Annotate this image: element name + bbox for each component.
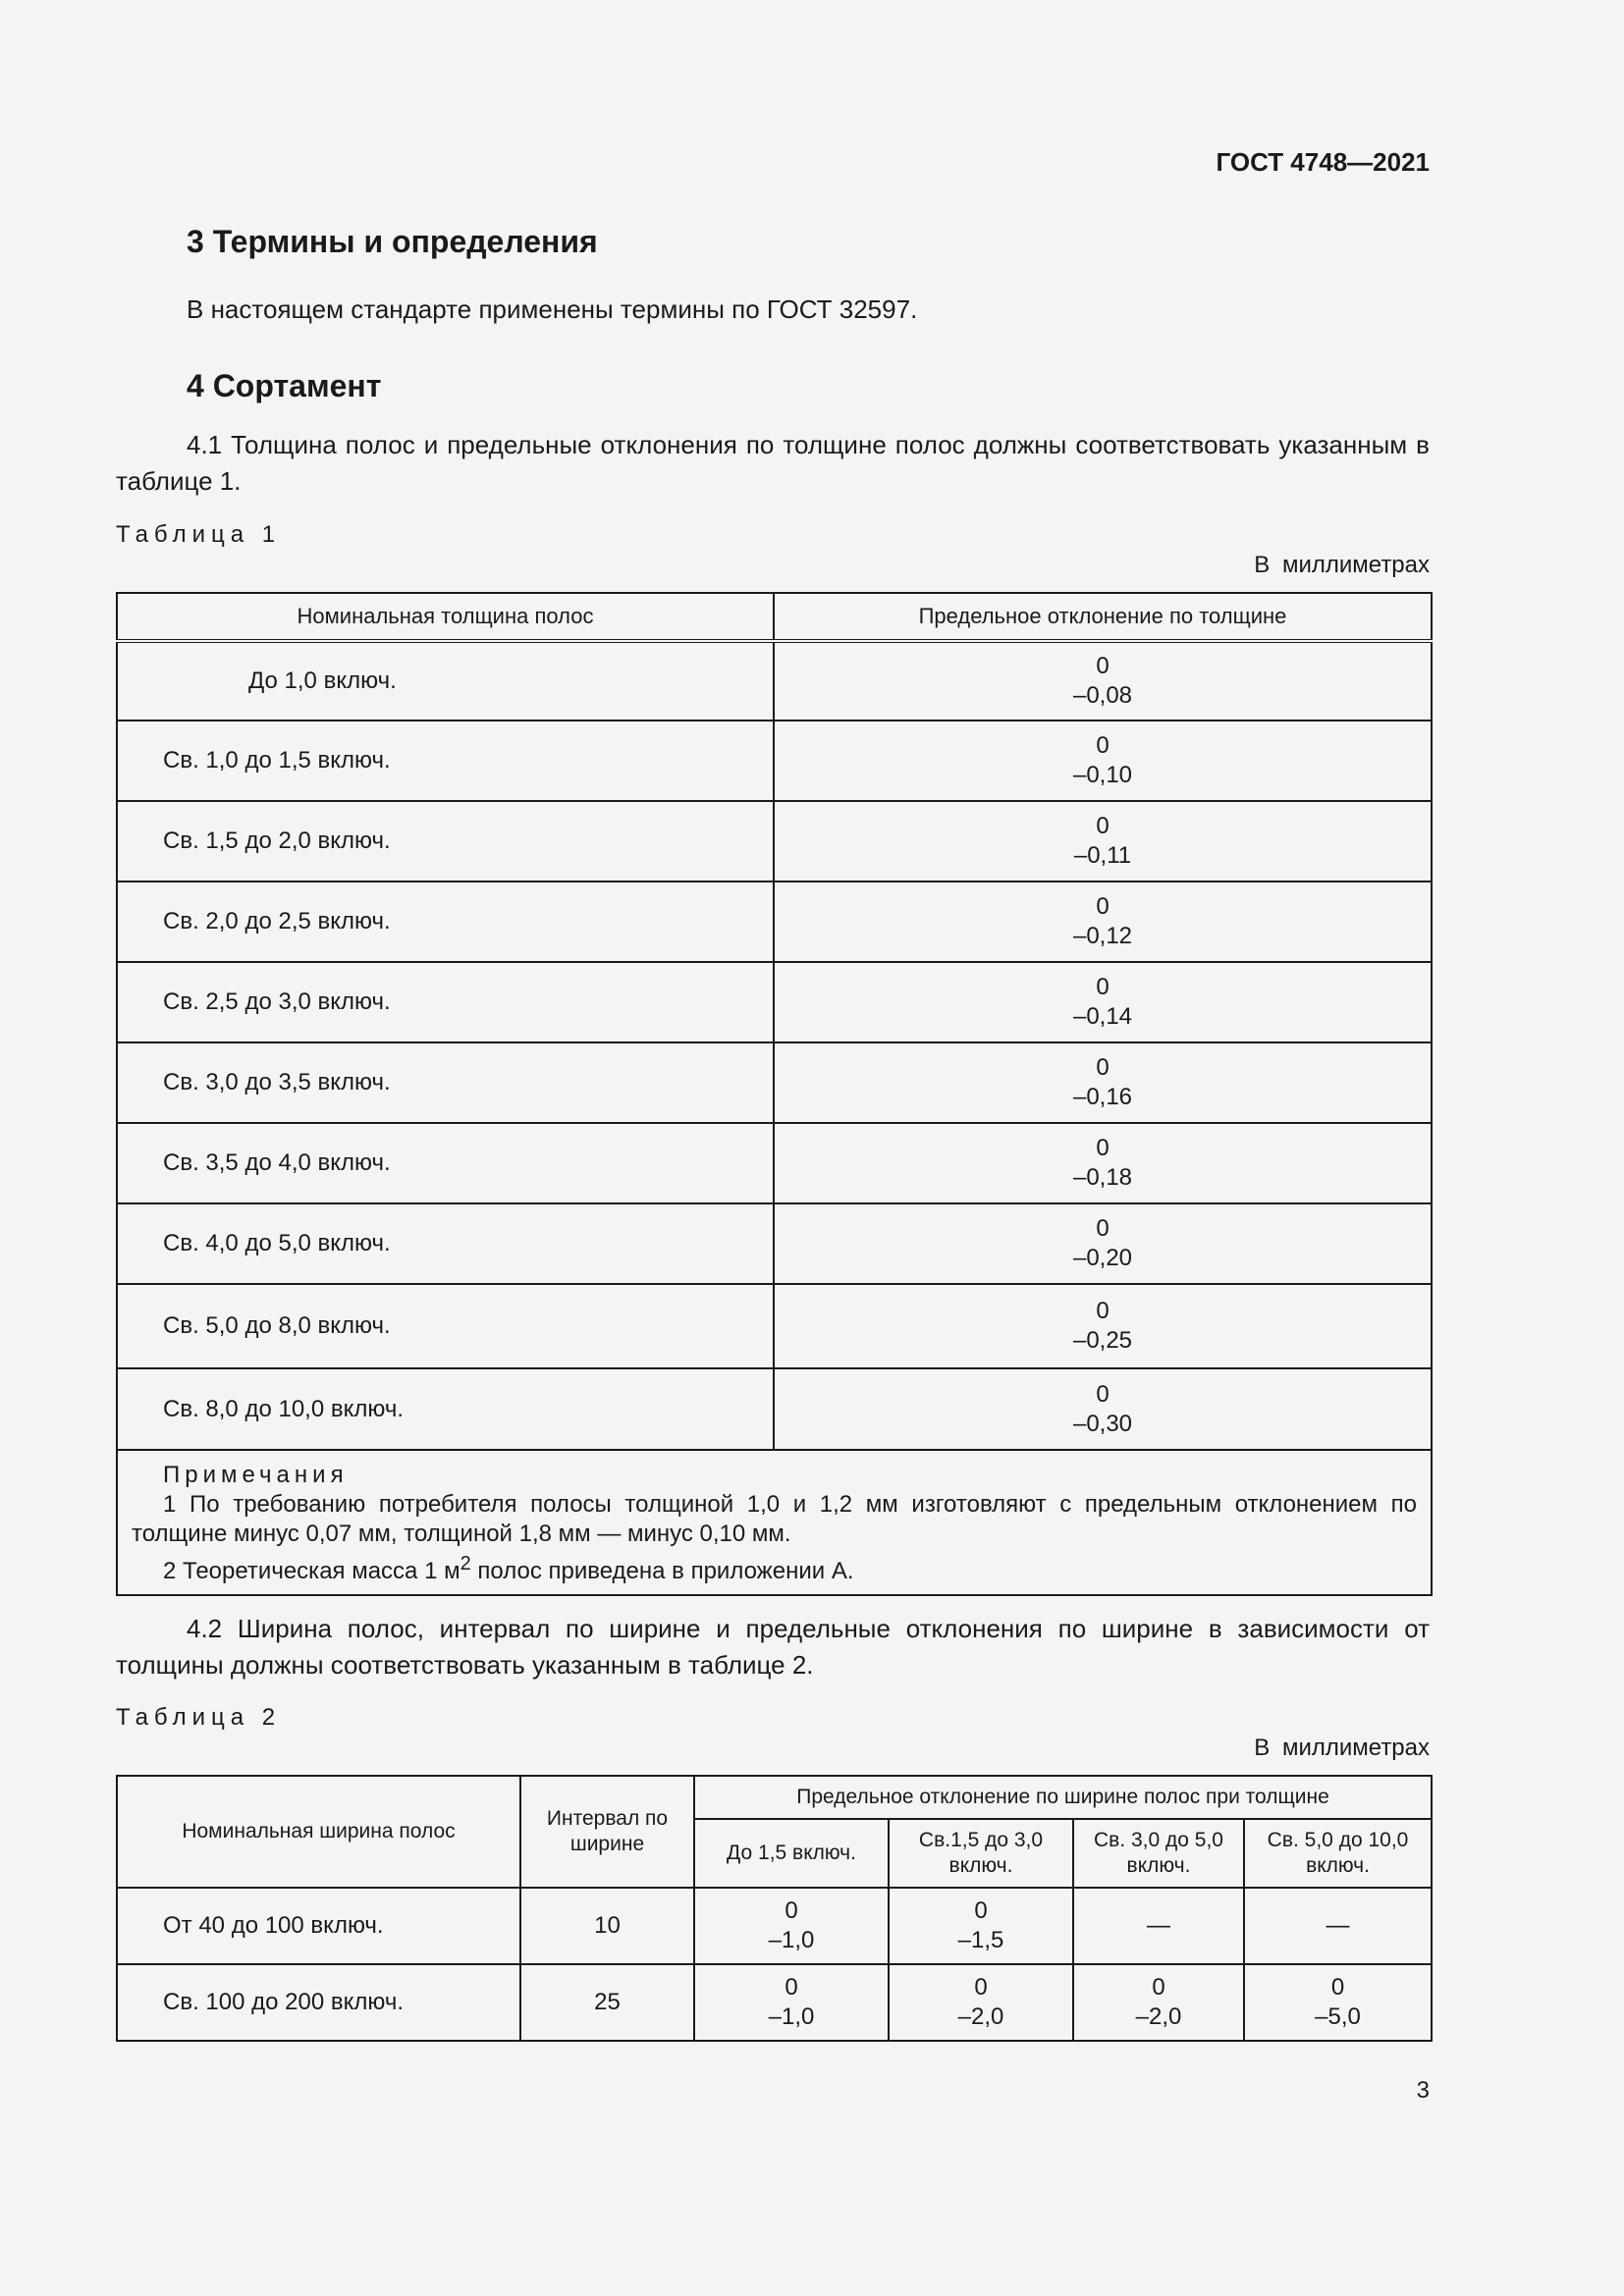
thickness-deviation-cell <box>774 1284 1432 1368</box>
table-row <box>117 1368 1432 1450</box>
paragraph-4-1: 4.1 Толщина полос и предельные отклонения по толщине полос должны соответствовать указанным в таблице 1. <box>116 430 1430 496</box>
width-deviation-cell <box>1073 1964 1244 2041</box>
deviation-lower: –2,0 <box>1135 2003 1182 2030</box>
thickness-deviation-cell <box>774 1203 1432 1284</box>
width-deviation-cell <box>694 1888 889 1964</box>
deviation-lower: –1,0 <box>768 1927 815 1953</box>
table-1-notes-row <box>117 1450 1432 1595</box>
table-2-subheader: Св. 3,0 до 5,0 включ. <box>1073 1819 1244 1888</box>
deviation-lower: –1,0 <box>768 2003 815 2030</box>
table-1-units: В миллиметрах <box>1254 552 1430 578</box>
deviation-upper: — <box>1147 1912 1170 1939</box>
table-1-body <box>117 641 1432 1450</box>
table-2-units: В миллиметрах <box>1254 1735 1430 1761</box>
deviation-upper: 0 <box>974 1974 988 2001</box>
thickness-deviation-cell <box>774 641 1432 721</box>
deviation-upper: 0 <box>1096 1298 1110 1324</box>
document-code: ГОСТ 4748—2021 <box>1216 147 1430 177</box>
deviation-lower: –0,08 <box>1072 682 1133 709</box>
table-row <box>117 1203 1432 1284</box>
table-1 <box>116 592 1433 1596</box>
nominal-width-cell: От 40 до 100 включ. <box>117 1888 520 1964</box>
deviation-upper: 0 <box>1096 1215 1110 1242</box>
deviation-lower: –0,16 <box>1072 1084 1133 1110</box>
nominal-thickness-cell: Св. 3,5 до 4,0 включ. <box>117 1123 774 1203</box>
deviation-upper: 0 <box>1096 893 1110 920</box>
nominal-thickness-cell: Св. 8,0 до 10,0 включ. <box>117 1368 774 1450</box>
nominal-thickness-cell: Св. 1,0 до 1,5 включ. <box>117 721 774 801</box>
table-row <box>117 1284 1432 1368</box>
note-2-superscript: 2 <box>460 1553 471 1575</box>
section-3-heading: 3 Термины и определения <box>187 224 598 259</box>
deviation-lower: –0,11 <box>1073 842 1132 869</box>
note-1: 1 По требованию потребителя полосы толщиной 1,0 и 1,2 мм изготовляют с предельным отклонением по толщине минус 0,07 мм, толщиной 1,8 мм — минус 0,10 мм. <box>132 1491 1417 1547</box>
page-number: 3 <box>1416 2077 1430 2104</box>
deviation-upper: 0 <box>1096 1135 1110 1161</box>
deviation-upper: 0 <box>1096 732 1110 759</box>
table-2-header-nominal: Номинальная ширина полос <box>117 1776 520 1888</box>
thickness-deviation-cell <box>774 1368 1432 1450</box>
table-2-body <box>117 1888 1432 2041</box>
nominal-width-cell: Св. 100 до 200 включ. <box>117 1964 520 2041</box>
width-deviation-cell <box>889 1964 1073 2041</box>
thickness-deviation-cell <box>774 962 1432 1042</box>
deviation-lower: –0,25 <box>1072 1327 1133 1354</box>
table-row <box>117 641 1432 721</box>
deviation-lower: –0,12 <box>1072 923 1133 949</box>
nominal-thickness-cell: Св. 4,0 до 5,0 включ. <box>117 1203 774 1284</box>
note-2-text-start: 2 Теоретическая масса 1 м <box>163 1558 460 1584</box>
table-row <box>117 1964 1432 2041</box>
nominal-thickness-cell: Св. 5,0 до 8,0 включ. <box>117 1284 774 1368</box>
nominal-thickness-cell: До 1,0 включ. <box>117 641 774 721</box>
table-1-header-row <box>117 593 1432 641</box>
deviation-lower: –1,5 <box>957 1927 1004 1953</box>
table-row <box>117 801 1432 881</box>
width-deviation-cell <box>1073 1888 1244 1964</box>
deviation-lower: –0,20 <box>1072 1245 1133 1271</box>
nominal-thickness-cell: Св. 2,0 до 2,5 включ. <box>117 881 774 962</box>
width-interval-cell: 10 <box>520 1888 694 1964</box>
thickness-deviation-cell <box>774 1123 1432 1203</box>
table-row <box>117 1123 1432 1203</box>
deviation-lower: –0,18 <box>1072 1164 1133 1191</box>
thickness-deviation-cell <box>774 1042 1432 1123</box>
note-2 <box>132 1549 1417 1586</box>
deviation-upper: 0 <box>1152 1974 1165 2001</box>
deviation-lower: –0,14 <box>1072 1003 1133 1030</box>
deviation-upper: 0 <box>1096 813 1110 839</box>
table-2 <box>116 1775 1433 2042</box>
deviation-upper: 0 <box>785 1897 798 1924</box>
deviation-lower: –5,0 <box>1315 2003 1361 2030</box>
deviation-upper: 0 <box>1096 653 1110 679</box>
width-deviation-cell <box>889 1888 1073 1964</box>
section-3-text: В настоящем стандарте применены термины по ГОСТ 32597. <box>187 294 918 324</box>
width-interval-cell: 25 <box>520 1964 694 2041</box>
table-2-subheader: Св. 5,0 до 10,0 включ. <box>1244 1819 1432 1888</box>
deviation-upper: 0 <box>1096 1380 1110 1408</box>
table-2-caption: Таблица 2 <box>116 1704 282 1731</box>
nominal-thickness-cell: Св. 2,5 до 3,0 включ. <box>117 962 774 1042</box>
section-4-heading: 4 Сортамент <box>187 368 382 403</box>
deviation-lower: –0,10 <box>1072 762 1133 788</box>
nominal-thickness-cell: Св. 1,5 до 2,0 включ. <box>117 801 774 881</box>
deviation-lower: –2,0 <box>957 2003 1004 2030</box>
deviation-upper: — <box>1326 1912 1350 1939</box>
table-row <box>117 721 1432 801</box>
note-2-text-end: полос приведена в приложении А. <box>470 1558 854 1584</box>
table-1-notes <box>117 1450 1432 1595</box>
nominal-thickness-cell: Св. 3,0 до 3,5 включ. <box>117 1042 774 1123</box>
paragraph-4-2: 4.2 Ширина полос, интервал по ширине и предельные отклонения по ширине в зависимости от толщины должны соответствовать указанным в таблице 2. <box>116 1614 1430 1680</box>
deviation-upper: 0 <box>785 1974 798 2001</box>
deviation-upper: 0 <box>1096 1054 1110 1081</box>
table-row <box>117 881 1432 962</box>
table-1-header-deviation: Предельное отклонение по толщине <box>774 593 1432 641</box>
thickness-deviation-cell <box>774 721 1432 801</box>
thickness-deviation-cell <box>774 881 1432 962</box>
width-deviation-cell <box>1244 1888 1432 1964</box>
table-row <box>117 1888 1432 1964</box>
width-deviation-cell <box>694 1964 889 2041</box>
deviation-lower: –0,30 <box>1072 1410 1133 1437</box>
table-2-header-interval: Интервал по ширине <box>520 1776 694 1888</box>
notes-title: Примечания <box>163 1462 349 1488</box>
width-deviation-cell <box>1244 1964 1432 2041</box>
table-2-header-deviation: Предельное отклонение по ширине полос при толщине <box>694 1776 1432 1819</box>
table-2-header-row <box>117 1776 1432 1819</box>
table-2-subheader: До 1,5 включ. <box>694 1819 889 1888</box>
table-2-subheader: Св.1,5 до 3,0 включ. <box>889 1819 1073 1888</box>
deviation-upper: 0 <box>1330 1974 1345 2001</box>
table-1-caption: Таблица 1 <box>116 521 282 548</box>
thickness-deviation-cell <box>774 801 1432 881</box>
table-1-header-nominal: Номинальная толщина полос <box>117 593 774 641</box>
deviation-upper: 0 <box>974 1897 988 1924</box>
deviation-upper: 0 <box>1096 974 1110 1000</box>
table-row <box>117 1042 1432 1123</box>
table-row <box>117 962 1432 1042</box>
